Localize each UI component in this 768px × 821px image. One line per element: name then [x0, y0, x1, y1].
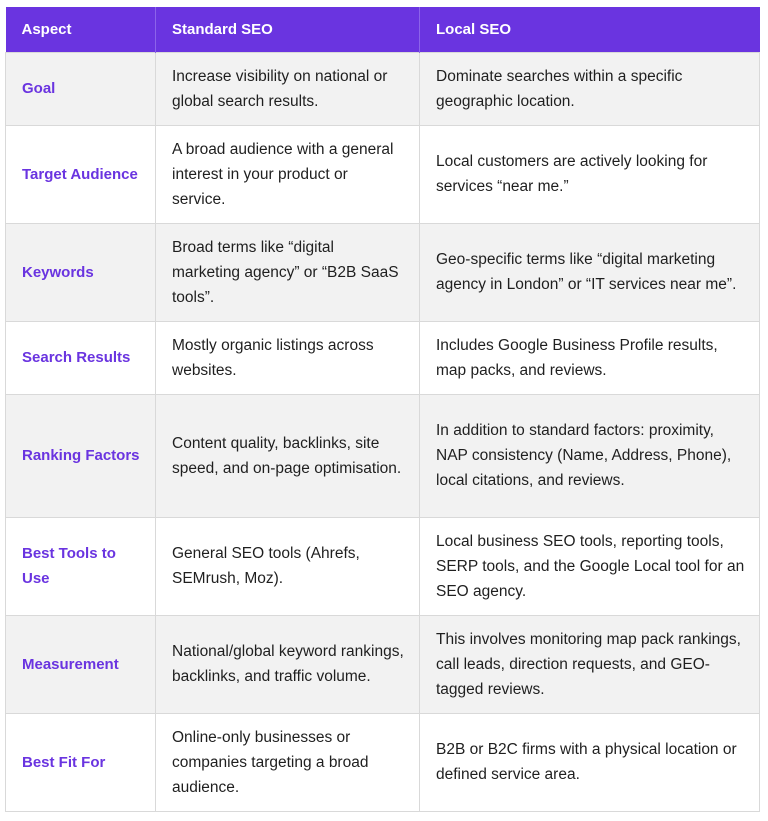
row-local-cell: Local customers are actively looking for services “near me.”	[420, 125, 760, 223]
row-standard-cell: A broad audience with a general interest in your product or service.	[156, 125, 420, 223]
row-local-cell: B2B or B2C firms with a physical location or defined service area.	[420, 713, 760, 811]
row-standard-cell: Online-only businesses or companies targeting a broad audience.	[156, 713, 420, 811]
row-aspect-keywords: Keywords	[6, 223, 156, 321]
row-aspect-best-fit: Best Fit For	[6, 713, 156, 811]
row-standard-cell: Content quality, backlinks, site speed, and on-page optimisation.	[156, 394, 420, 517]
table-row	[6, 52, 760, 125]
table-row	[6, 394, 760, 517]
row-aspect-best-tools: Best Tools to Use	[6, 517, 156, 615]
table-row	[6, 713, 760, 811]
table-row	[6, 125, 760, 223]
row-aspect-measurement: Measurement	[6, 615, 156, 713]
table-row	[6, 321, 760, 394]
table-body	[6, 52, 760, 811]
table-row	[6, 223, 760, 321]
row-local-cell: This involves monitoring map pack rankings, call leads, direction requests, and GEO-tagged reviews.	[420, 615, 760, 713]
table-header	[6, 7, 760, 52]
row-local-cell: Local business SEO tools, reporting tools, SERP tools, and the Google Local tool for an SEO agency.	[420, 517, 760, 615]
row-local-cell: In addition to standard factors: proximity, NAP consistency (Name, Address, Phone), local citations, and reviews.	[420, 394, 760, 517]
row-standard-cell: Broad terms like “digital marketing agency” or “B2B SaaS tools”.	[156, 223, 420, 321]
table-row	[6, 615, 760, 713]
row-standard-cell: Increase visibility on national or global search results.	[156, 52, 420, 125]
header-row	[6, 7, 760, 52]
header-standard-seo: Standard SEO	[156, 7, 420, 52]
row-aspect-goal: Goal	[6, 52, 156, 125]
row-standard-cell: National/global keyword rankings, backlinks, and traffic volume.	[156, 615, 420, 713]
row-local-cell: Geo-specific terms like “digital marketing agency in London” or “IT services near me”.	[420, 223, 760, 321]
header-local-seo: Local SEO	[420, 7, 760, 52]
row-aspect-ranking-factors: Ranking Factors	[6, 394, 156, 517]
header-aspect: Aspect	[6, 7, 156, 52]
seo-comparison-table	[5, 7, 760, 812]
comparison-table-container	[5, 7, 759, 812]
row-aspect-search-results: Search Results	[6, 321, 156, 394]
row-standard-cell: Mostly organic listings across websites.	[156, 321, 420, 394]
row-local-cell: Includes Google Business Profile results, map packs, and reviews.	[420, 321, 760, 394]
row-local-cell: Dominate searches within a specific geographic location.	[420, 52, 760, 125]
row-standard-cell: General SEO tools (Ahrefs, SEMrush, Moz).	[156, 517, 420, 615]
row-aspect-target-audience: Target Audience	[6, 125, 156, 223]
table-row	[6, 517, 760, 615]
